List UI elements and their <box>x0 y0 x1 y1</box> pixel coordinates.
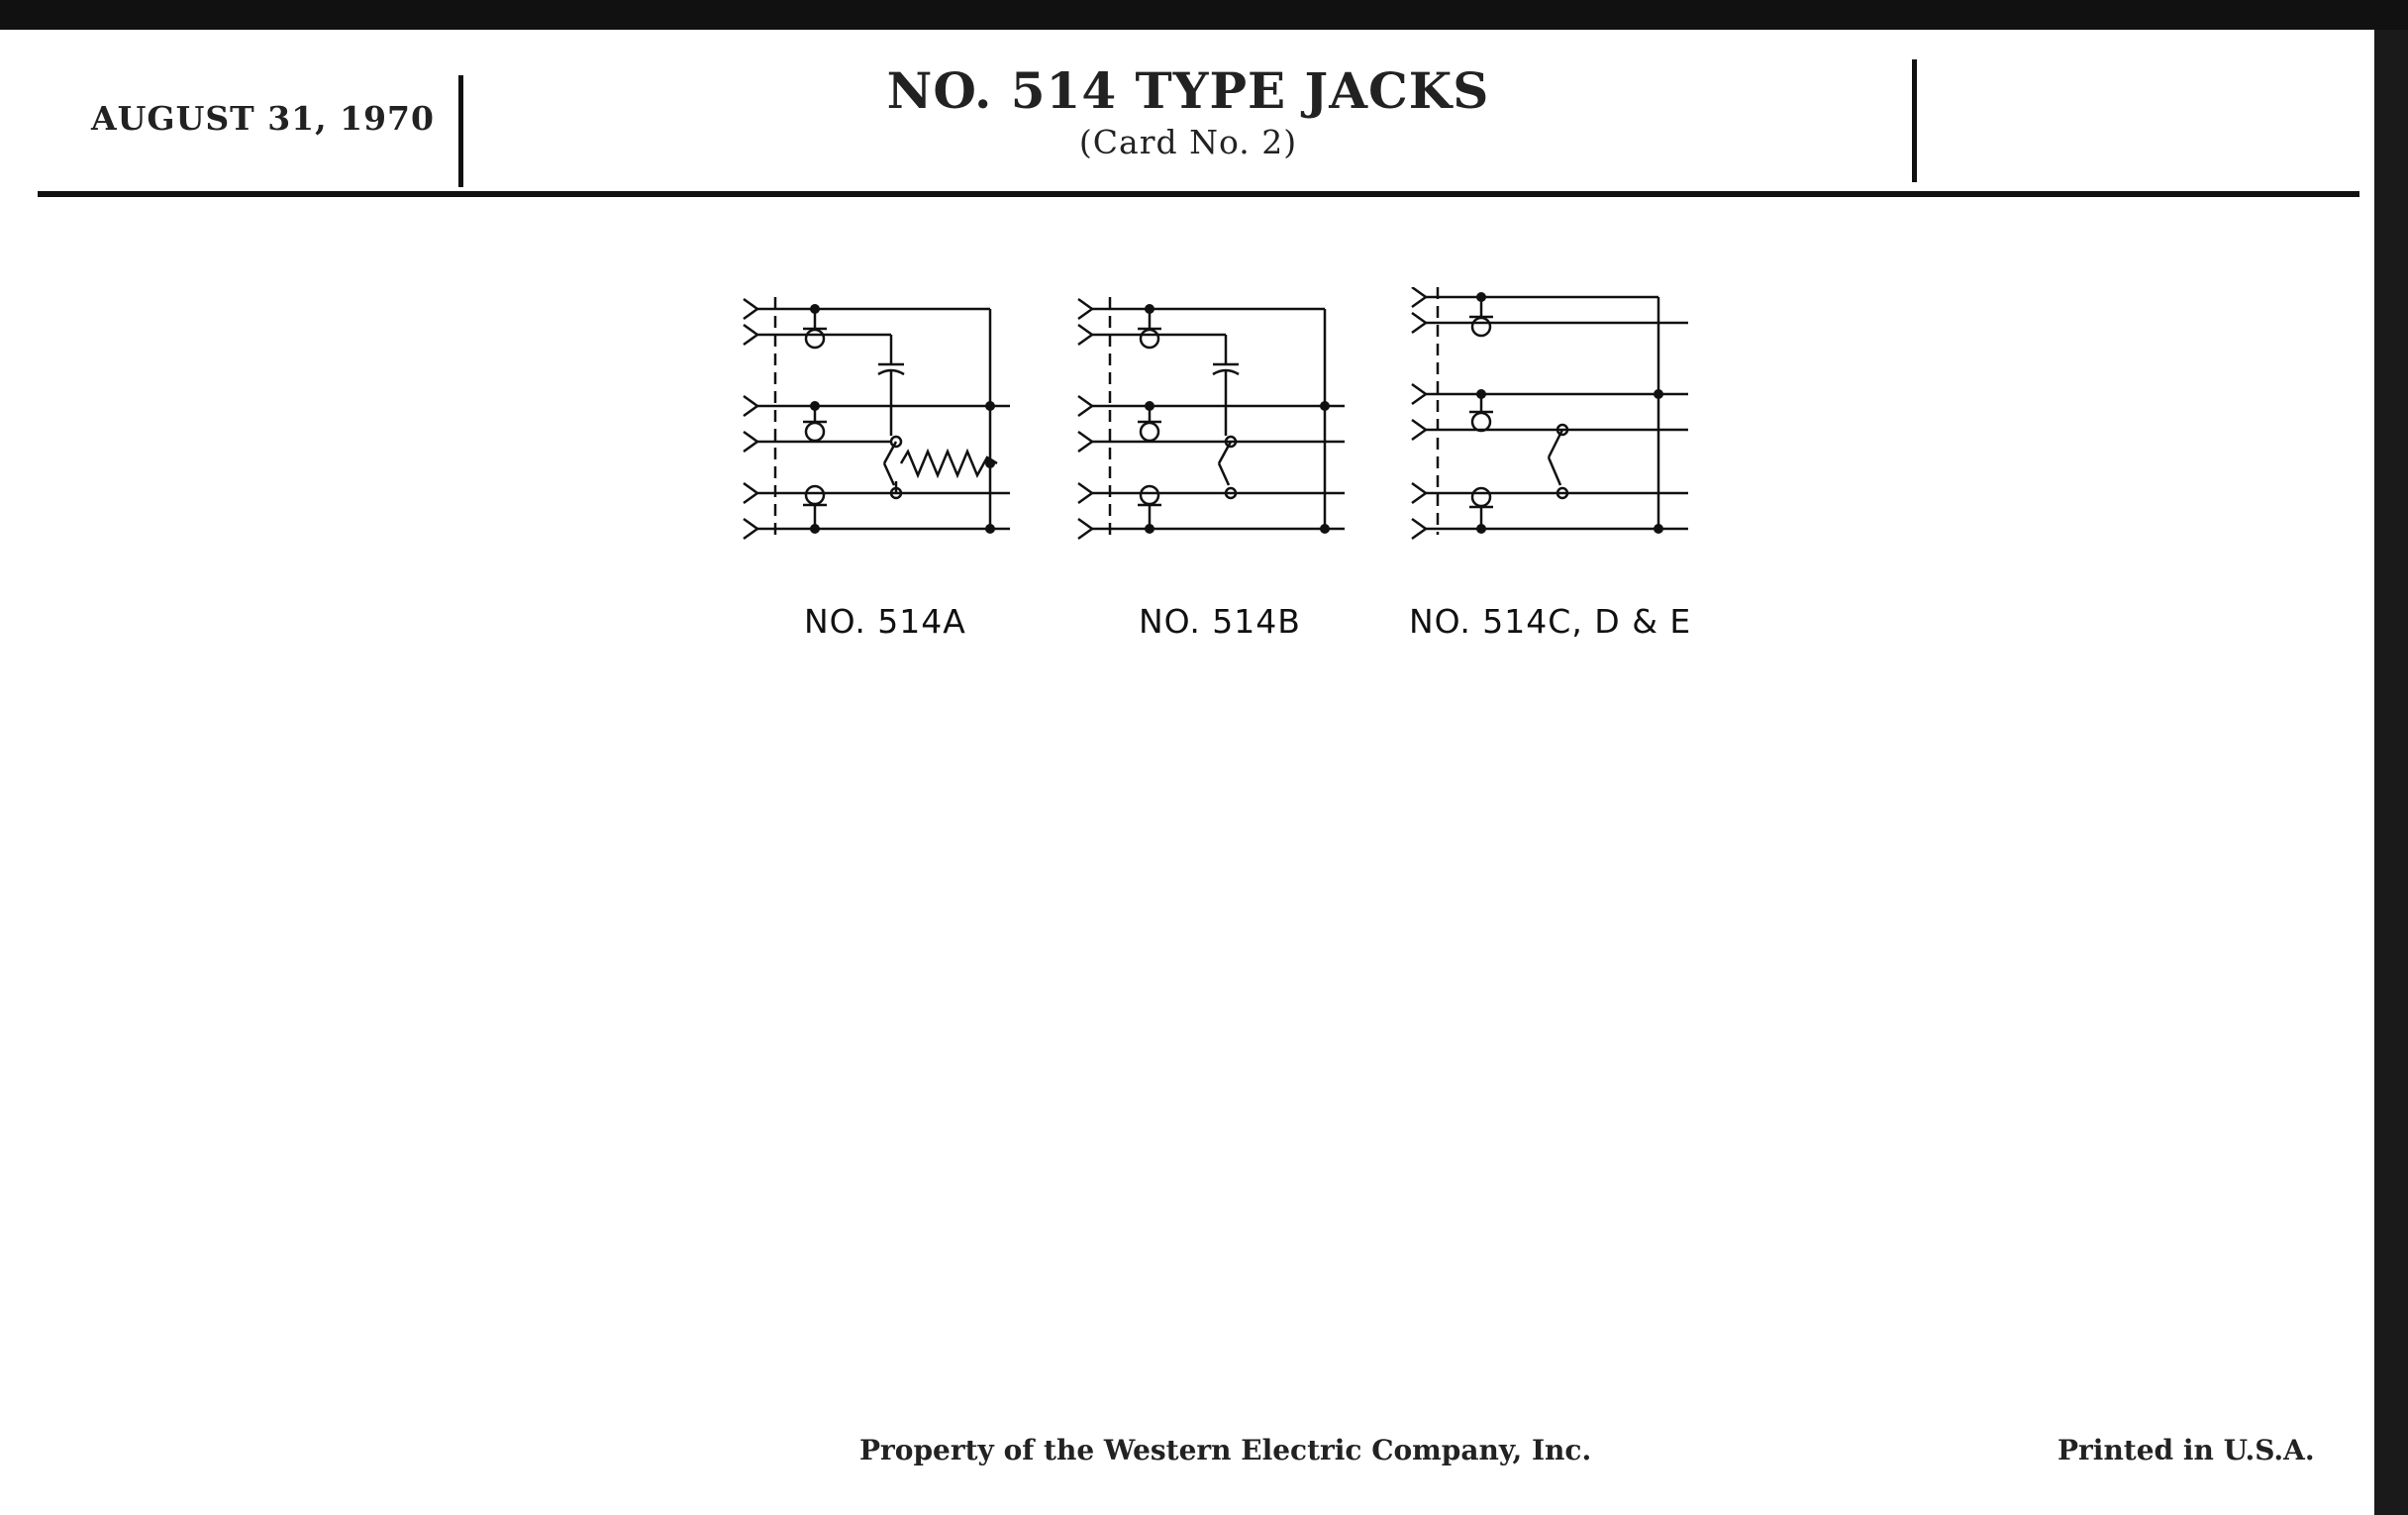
header-divider-right <box>1912 59 1917 182</box>
card-edge-shadow <box>2374 30 2408 1515</box>
jack-schematic-514a <box>738 287 1035 545</box>
card-date: AUGUST 31, 1970 <box>91 99 435 138</box>
header-rule <box>38 191 2359 197</box>
diagram-label-514b: NO. 514B <box>1139 602 1301 641</box>
jack-schematic-514b <box>1072 287 1369 545</box>
jack-schematic-514cde <box>1406 287 1703 545</box>
header-divider-left <box>458 75 463 187</box>
index-card <box>0 30 2374 1515</box>
jack-diagram-514a <box>738 287 1035 545</box>
jack-diagram-514b <box>1072 287 1369 545</box>
card-title: NO. 514 TYPE JACKS <box>886 61 1490 120</box>
card-subtitle: (Card No. 2) <box>1078 123 1298 161</box>
diagram-label-514cde: NO. 514C, D & E <box>1409 602 1692 641</box>
footer-property-notice: Property of the Western Electric Company, Inc. <box>859 1434 1592 1466</box>
diagram-label-514a: NO. 514A <box>804 602 966 641</box>
jack-diagram-514cde <box>1406 287 1703 545</box>
footer-printed-notice: Printed in U.S.A. <box>2057 1434 2315 1466</box>
